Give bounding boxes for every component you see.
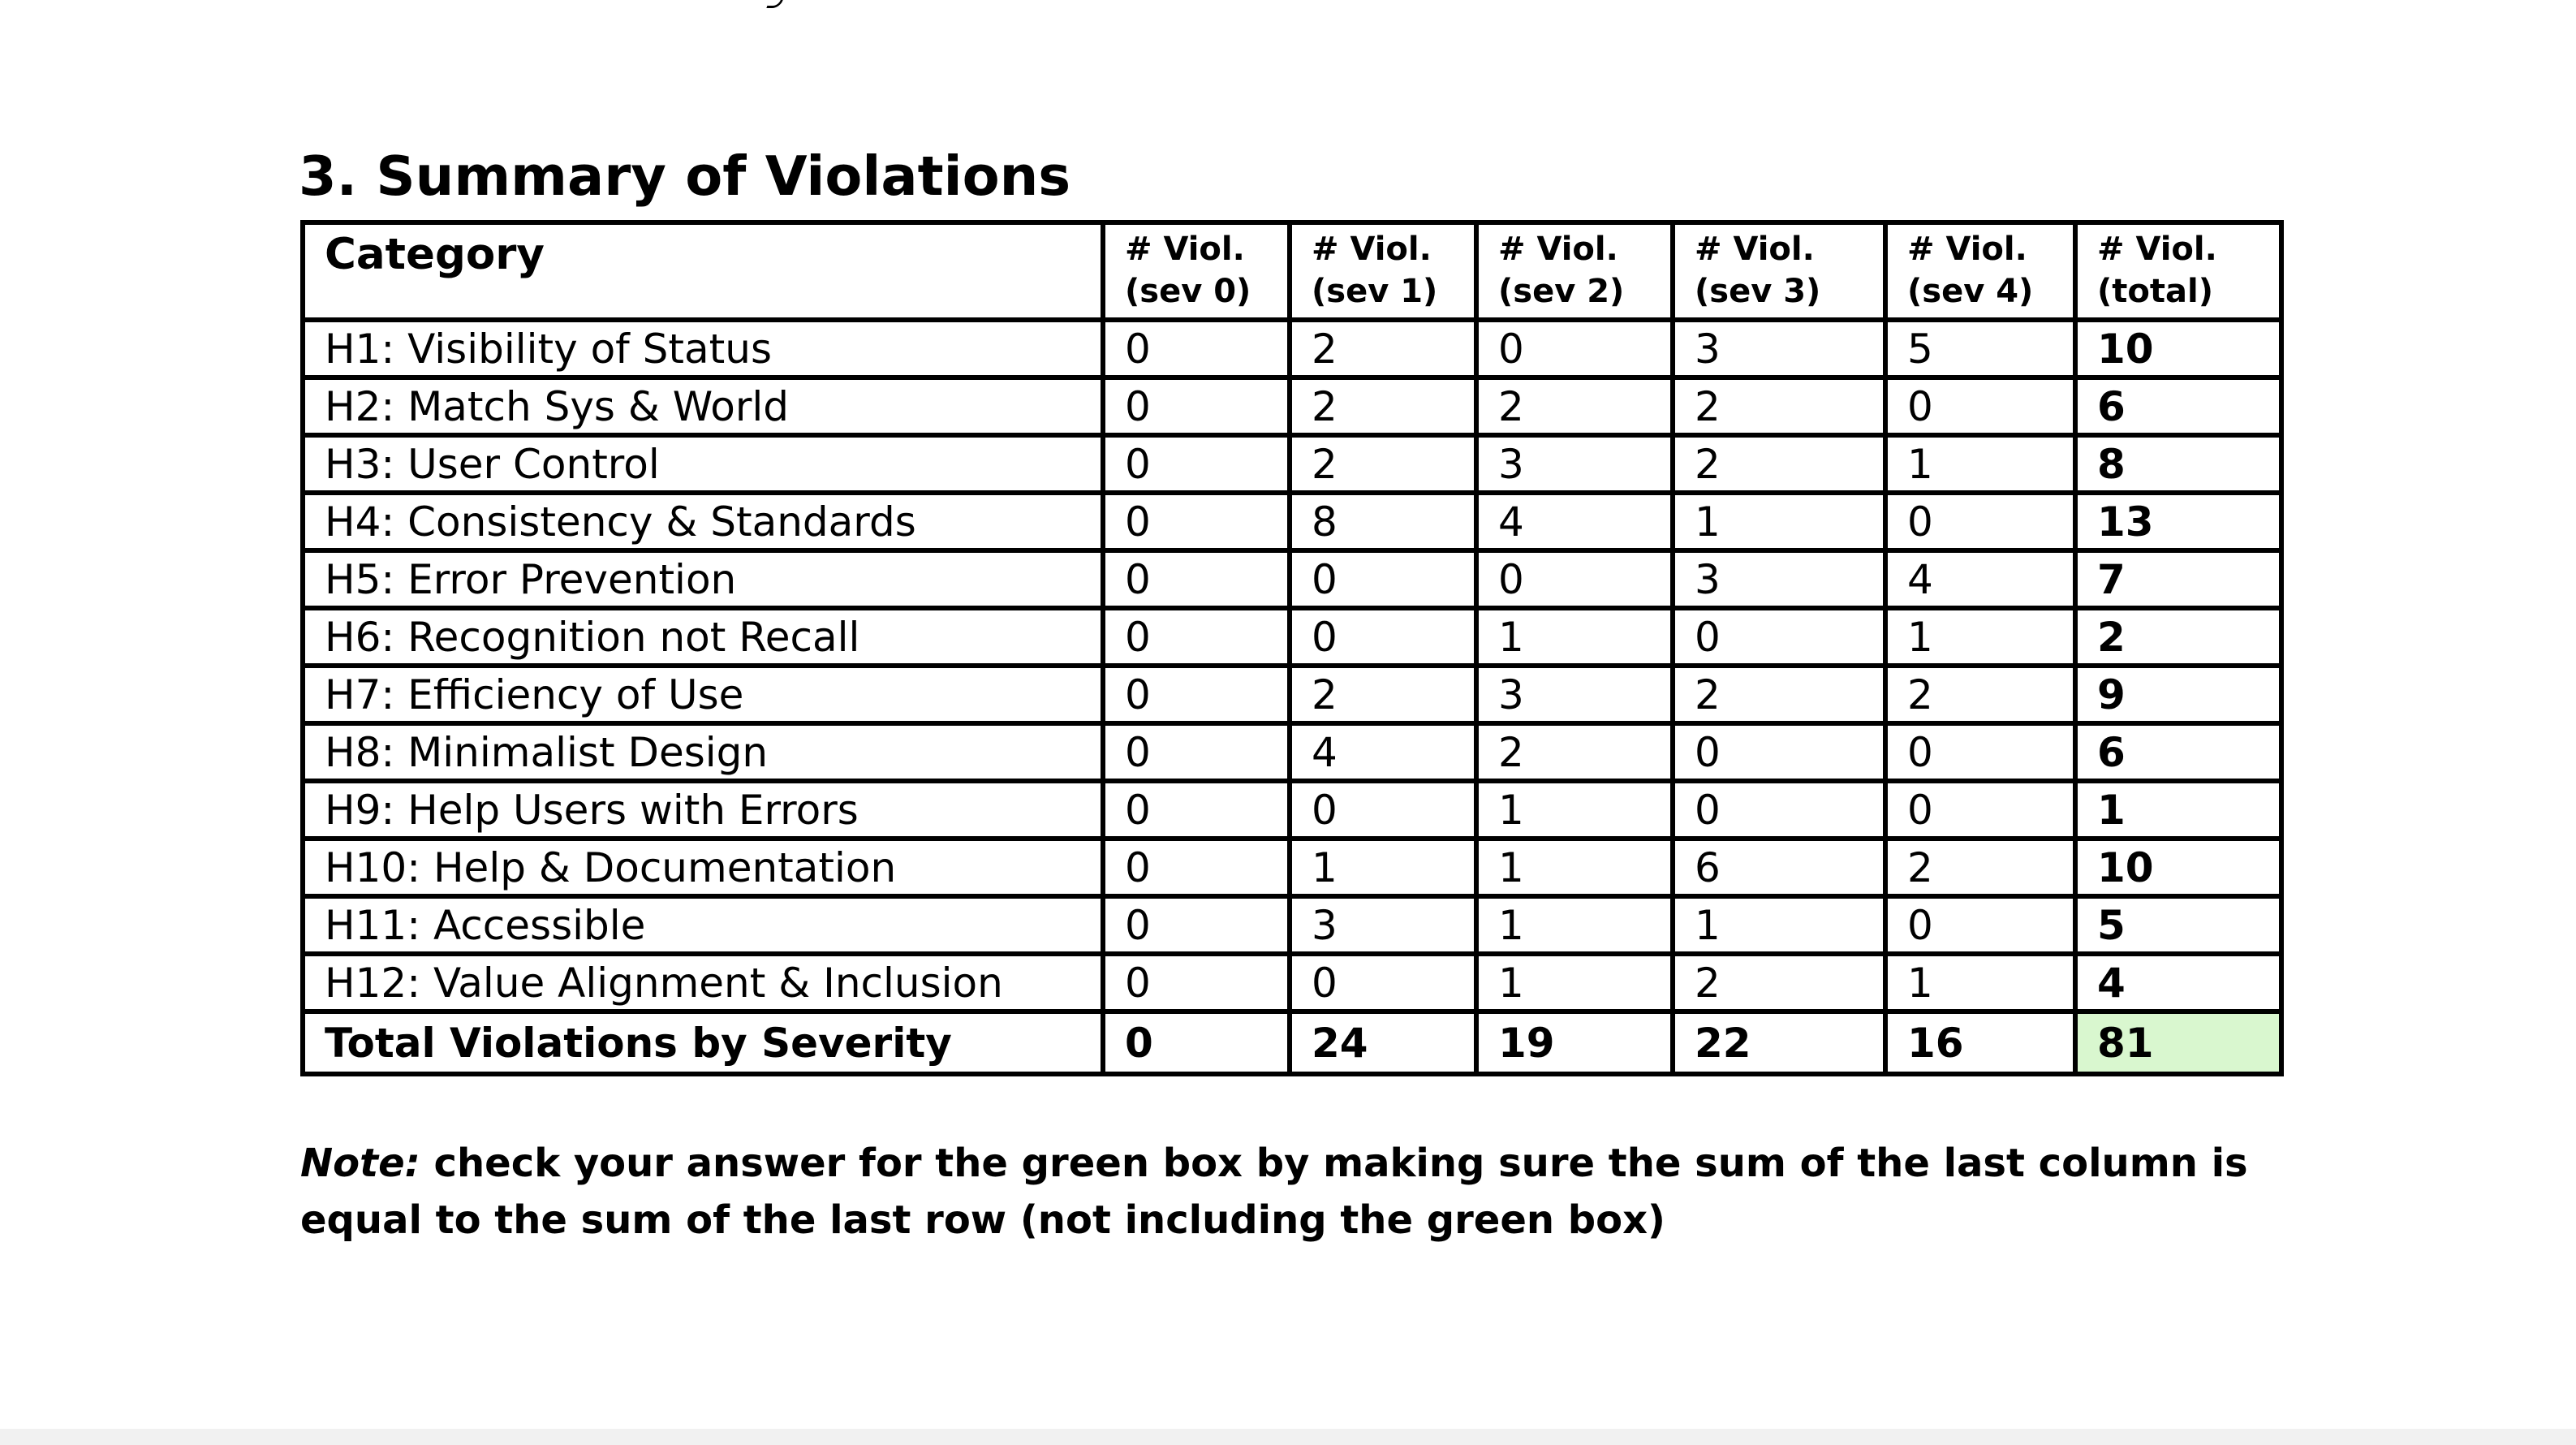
table-row	[303, 377, 2281, 435]
cell-sev-2: 2	[1476, 377, 1673, 435]
cell-sev-3: 6	[1673, 839, 1885, 896]
column-header-category: Category	[303, 222, 1103, 320]
column-header-line2: (sev 1)	[1312, 273, 1438, 310]
row-category: H4: Consistency & Standards	[303, 493, 1103, 550]
table-row	[303, 320, 2281, 377]
cell-total: 4	[2075, 954, 2281, 1012]
cell-sev-4: 4	[1885, 550, 2075, 608]
cell-sev-1: 0	[1290, 550, 1476, 608]
note-prefix: Note:	[300, 1141, 420, 1186]
cell-sev-0: 0	[1103, 839, 1290, 896]
cell-sev-4: 0	[1885, 896, 2075, 954]
table-row	[303, 550, 2281, 608]
totals-row	[303, 1012, 2281, 1074]
cell-sev-0: 0	[1103, 377, 1290, 435]
cell-sev-4: 0	[1885, 781, 2075, 839]
table-row	[303, 896, 2281, 954]
column-header-line2: (sev 3)	[1695, 273, 1821, 310]
cell-sev-4: 0	[1885, 723, 2075, 781]
row-category: H1: Visibility of Status	[303, 320, 1103, 377]
cell-total: 6	[2075, 377, 2281, 435]
cell-sev-3: 2	[1673, 435, 1885, 493]
table-row	[303, 666, 2281, 723]
cropped-text-fragment	[766, 0, 783, 8]
cell-sev-0: 0	[1103, 550, 1290, 608]
table-row	[303, 839, 2281, 896]
cell-sev-3: 2	[1673, 377, 1885, 435]
column-header-sev-4	[1885, 222, 2075, 320]
total-sev-2: 19	[1476, 1012, 1673, 1074]
cell-sev-4: 0	[1885, 493, 2075, 550]
note-text	[300, 1135, 2297, 1249]
cell-sev-3: 3	[1673, 320, 1885, 377]
cell-sev-1: 0	[1290, 608, 1476, 666]
row-category: H6: Recognition not Recall	[303, 608, 1103, 666]
cell-sev-4: 1	[1885, 954, 2075, 1012]
cell-sev-3: 0	[1673, 608, 1885, 666]
cell-total: 6	[2075, 723, 2281, 781]
cell-sev-2: 1	[1476, 839, 1673, 896]
column-header-line1: # Viol.	[1498, 231, 1618, 268]
cell-sev-1: 2	[1290, 666, 1476, 723]
cell-sev-4: 5	[1885, 320, 2075, 377]
cell-sev-4: 2	[1885, 666, 2075, 723]
cell-sev-3: 3	[1673, 550, 1885, 608]
cell-sev-2: 0	[1476, 320, 1673, 377]
cell-sev-4: 2	[1885, 839, 2075, 896]
row-category: H12: Value Alignment & Inclusion	[303, 954, 1103, 1012]
cell-sev-3: 0	[1673, 723, 1885, 781]
row-category: H7: Efficiency of Use	[303, 666, 1103, 723]
cell-sev-2: 2	[1476, 723, 1673, 781]
totals-label: Total Violations by Severity	[303, 1012, 1103, 1074]
total-sev-0: 0	[1103, 1012, 1290, 1074]
cell-sev-0: 0	[1103, 954, 1290, 1012]
cell-sev-0: 0	[1103, 666, 1290, 723]
total-sev-4: 16	[1885, 1012, 2075, 1074]
table-row	[303, 723, 2281, 781]
row-category: H5: Error Prevention	[303, 550, 1103, 608]
cell-total: 1	[2075, 781, 2281, 839]
table-row	[303, 493, 2281, 550]
total-sev-3: 22	[1673, 1012, 1885, 1074]
cell-sev-0: 0	[1103, 493, 1290, 550]
cell-sev-0: 0	[1103, 608, 1290, 666]
cell-sev-3: 2	[1673, 954, 1885, 1012]
cell-total: 5	[2075, 896, 2281, 954]
column-header-line1: # Viol.	[1695, 231, 1815, 268]
table-row	[303, 435, 2281, 493]
cell-sev-1: 1	[1290, 839, 1476, 896]
cell-total: 10	[2075, 839, 2281, 896]
cell-sev-1: 0	[1290, 954, 1476, 1012]
column-header-line2: (sev 2)	[1498, 273, 1625, 310]
cell-sev-3: 2	[1673, 666, 1885, 723]
cell-sev-0: 0	[1103, 435, 1290, 493]
cell-sev-2: 3	[1476, 666, 1673, 723]
cell-sev-0: 0	[1103, 781, 1290, 839]
table-header-row	[303, 222, 2281, 320]
column-header-total	[2075, 222, 2281, 320]
cell-sev-3: 0	[1673, 781, 1885, 839]
column-header-line2: (total)	[2097, 273, 2213, 310]
column-header-line1: # Viol.	[1907, 231, 2027, 268]
cell-sev-2: 1	[1476, 954, 1673, 1012]
cell-total: 9	[2075, 666, 2281, 723]
cell-sev-0: 0	[1103, 723, 1290, 781]
table-row	[303, 954, 2281, 1012]
column-header-sev-1	[1290, 222, 1476, 320]
cell-sev-2: 4	[1476, 493, 1673, 550]
row-category: H10: Help & Documentation	[303, 839, 1103, 896]
cell-sev-1: 4	[1290, 723, 1476, 781]
cell-sev-1: 8	[1290, 493, 1476, 550]
cell-sev-1: 2	[1290, 320, 1476, 377]
bottom-scroll-strip	[0, 1429, 2576, 1445]
cell-sev-1: 0	[1290, 781, 1476, 839]
cell-sev-4: 1	[1885, 608, 2075, 666]
cell-total: 13	[2075, 493, 2281, 550]
table-row	[303, 608, 2281, 666]
cell-sev-3: 1	[1673, 493, 1885, 550]
cell-sev-0: 0	[1103, 896, 1290, 954]
row-category: H2: Match Sys & World	[303, 377, 1103, 435]
cell-sev-2: 1	[1476, 781, 1673, 839]
column-header-sev-2	[1476, 222, 1673, 320]
cell-sev-2: 0	[1476, 550, 1673, 608]
row-category: H11: Accessible	[303, 896, 1103, 954]
cell-sev-2: 3	[1476, 435, 1673, 493]
grand-total-cell: 81	[2075, 1012, 2281, 1074]
column-header-line2: (sev 0)	[1125, 273, 1251, 310]
column-header-sev-0	[1103, 222, 1290, 320]
row-category: H3: User Control	[303, 435, 1103, 493]
cell-total: 7	[2075, 550, 2281, 608]
cell-sev-1: 2	[1290, 377, 1476, 435]
violations-summary-table	[300, 220, 2284, 1076]
note-body: check your answer for the green box by making sure the sum of the last column is equal to the sum of the last row (not including the green box)	[300, 1141, 2248, 1243]
cell-sev-4: 0	[1885, 377, 2075, 435]
cell-sev-1: 3	[1290, 896, 1476, 954]
cell-sev-1: 2	[1290, 435, 1476, 493]
total-sev-1: 24	[1290, 1012, 1476, 1074]
cell-sev-2: 1	[1476, 896, 1673, 954]
cell-sev-2: 1	[1476, 608, 1673, 666]
cell-total: 2	[2075, 608, 2281, 666]
column-header-line1: # Viol.	[1312, 231, 1432, 268]
row-category: H9: Help Users with Errors	[303, 781, 1103, 839]
cell-total: 10	[2075, 320, 2281, 377]
column-header-sev-3	[1673, 222, 1885, 320]
cell-sev-0: 0	[1103, 320, 1290, 377]
column-header-line1: # Viol.	[2097, 231, 2217, 268]
cell-sev-3: 1	[1673, 896, 1885, 954]
column-header-line2: (sev 4)	[1907, 273, 2034, 310]
cell-total: 8	[2075, 435, 2281, 493]
section-title: 3. Summary of Violations	[299, 144, 1071, 208]
column-header-line1: # Viol.	[1125, 231, 1245, 268]
row-category: H8: Minimalist Design	[303, 723, 1103, 781]
cell-sev-4: 1	[1885, 435, 2075, 493]
table-row	[303, 781, 2281, 839]
